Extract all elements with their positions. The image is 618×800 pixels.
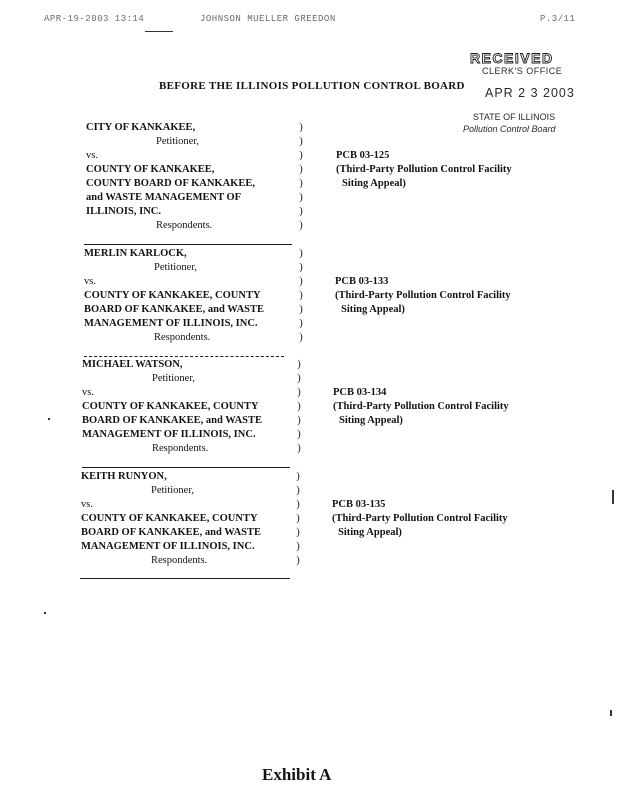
caption-divider xyxy=(80,578,290,579)
appeal-type-line: (Third-Party Pollution Control Facility xyxy=(333,401,509,412)
versus-label: vs. xyxy=(82,387,94,398)
stamp-date: APR 2 3 2003 xyxy=(485,86,575,100)
case-number-block-2 xyxy=(335,275,511,317)
scan-mark xyxy=(612,490,614,504)
clerks-office-stamp: CLERK'S OFFICE xyxy=(482,66,563,76)
petitioner-name: CITY OF KANKAKEE, xyxy=(86,122,196,133)
case-number-block-1 xyxy=(336,149,512,191)
respondent-line: ILLINOIS, INC. xyxy=(86,206,161,217)
case-caption-2 xyxy=(84,247,264,345)
appeal-type-line: Siting Appeal) xyxy=(339,415,403,426)
respondent-line: and WASTE MANAGEMENT OF xyxy=(86,192,242,203)
respondent-role: Respondents. xyxy=(152,443,209,454)
petitioner-name: KEITH RUNYON, xyxy=(81,471,167,482)
respondent-role: Respondents. xyxy=(156,220,213,231)
case-parens-3: ) ) ) ) ) ) ) xyxy=(297,359,301,454)
respondent-line: BOARD OF KANKAKEE, and WASTE xyxy=(84,304,264,315)
scan-mark xyxy=(145,31,173,32)
respondent-role: Respondents. xyxy=(151,555,208,566)
case-caption-1 xyxy=(86,121,255,233)
pcb-number: PCB 03-135 xyxy=(332,499,386,510)
caption-divider xyxy=(84,356,284,357)
fax-date-time: APR-19-2003 13:14 xyxy=(44,14,145,24)
received-stamp: RECEIVED xyxy=(470,50,554,66)
respondent-line: COUNTY OF KANKAKEE, COUNTY xyxy=(82,401,259,412)
pcb-number: PCB 03-125 xyxy=(336,150,390,161)
case-caption-3 xyxy=(82,358,262,456)
case-caption-4 xyxy=(81,470,261,568)
petitioner-role: Petitioner, xyxy=(154,262,198,273)
appeal-type-line: Siting Appeal) xyxy=(342,178,406,189)
scan-mark xyxy=(44,612,46,614)
respondent-line: MANAGEMENT OF ILLINOIS, INC. xyxy=(82,429,256,440)
appeal-type-line: (Third-Party Pollution Control Facility xyxy=(335,290,511,301)
scan-mark xyxy=(48,418,50,420)
respondent-line: COUNTY OF KANKAKEE, COUNTY xyxy=(84,290,261,301)
stamp-state: STATE OF ILLINOIS xyxy=(473,112,556,122)
petitioner-role: Petitioner, xyxy=(151,485,195,496)
versus-label: vs. xyxy=(84,276,96,287)
exhibit-label: Exhibit A xyxy=(262,765,332,784)
petitioner-role: Petitioner, xyxy=(156,136,200,147)
respondent-line: COUNTY OF KANKAKEE, xyxy=(86,164,215,175)
caption-divider xyxy=(84,244,292,245)
respondent-line: MANAGEMENT OF ILLINOIS, INC. xyxy=(81,541,255,552)
petitioner-name: MICHAEL WATSON, xyxy=(82,359,183,370)
case-parens-1: ) ) ) ) ) ) ) ) xyxy=(299,122,303,231)
appeal-type-line: Siting Appeal) xyxy=(341,304,405,315)
respondent-line: BOARD OF KANKAKEE, and WASTE xyxy=(81,527,261,538)
fax-sender: JOHNSON MUELLER GREEDON xyxy=(200,14,336,24)
petitioner-name: MERLIN KARLOCK, xyxy=(84,248,187,259)
respondent-role: Respondents. xyxy=(154,332,211,343)
respondent-line: MANAGEMENT OF ILLINOIS, INC. xyxy=(84,318,258,329)
case-number-block-3 xyxy=(333,386,509,428)
respondent-line: COUNTY OF KANKAKEE, COUNTY xyxy=(81,513,258,524)
respondent-line: BOARD OF KANKAKEE, and WASTE xyxy=(82,415,262,426)
case-parens-2: ) ) ) ) ) ) ) xyxy=(299,248,303,343)
pcb-number: PCB 03-134 xyxy=(333,387,387,398)
scan-mark xyxy=(610,710,612,716)
board-title: BEFORE THE ILLINOIS POLLUTION CONTROL BOARD xyxy=(159,80,465,92)
case-parens-4: ) ) ) ) ) ) ) xyxy=(296,471,300,566)
case-number-block-4 xyxy=(332,498,508,540)
versus-label: vs. xyxy=(81,499,93,510)
petitioner-role: Petitioner, xyxy=(152,373,196,384)
appeal-type-line: Siting Appeal) xyxy=(338,527,402,538)
pcb-number: PCB 03-133 xyxy=(335,276,389,287)
caption-divider xyxy=(82,467,290,468)
fax-page-number: P.3/11 xyxy=(540,14,576,24)
respondent-line: COUNTY BOARD OF KANKAKEE, xyxy=(86,178,255,189)
stamp-board: Pollution Control Board xyxy=(463,124,556,134)
appeal-type-line: (Third-Party Pollution Control Facility xyxy=(332,513,508,524)
versus-label: vs. xyxy=(86,150,98,161)
appeal-type-line: (Third-Party Pollution Control Facility xyxy=(336,164,512,175)
